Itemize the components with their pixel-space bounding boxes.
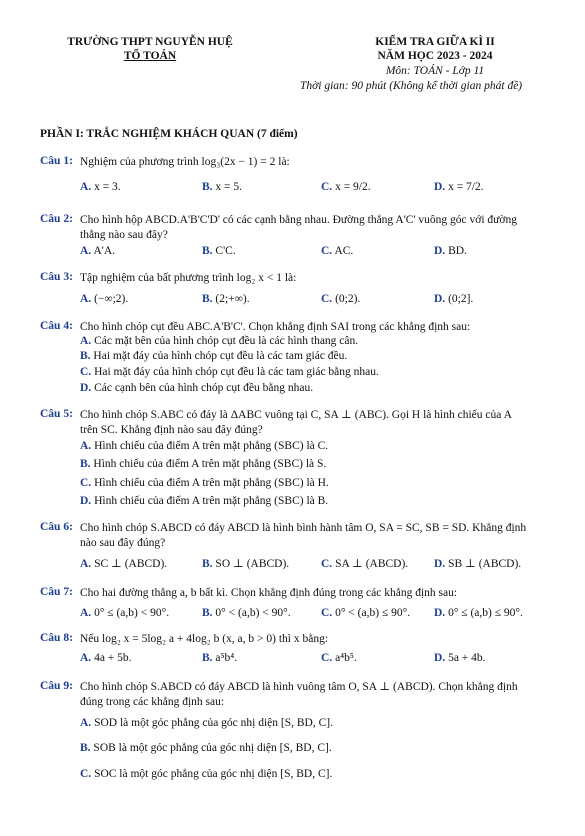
option-d[interactable]: D. Các cạnh bên của hình chóp cụt đều bằng nhau. bbox=[80, 382, 314, 394]
option-c[interactable]: C. Hình chiếu của điểm A trên mặt phẳng (SBC) là H. bbox=[80, 477, 329, 489]
option-a[interactable]: A. Các mặt bên của hình chóp cụt đều là các hình thang cân. bbox=[80, 335, 359, 347]
option-d[interactable]: D. 0° ≤ (a,b) ≤ 90°. bbox=[434, 607, 523, 619]
question-text: Cho hai đường thẳng a, b bất kì. Chọn khẳng định đúng trong các khẳng định sau: bbox=[80, 587, 458, 599]
option-c[interactable]: C. AC. bbox=[321, 245, 354, 257]
department-name: TỔ TOÁN bbox=[123, 50, 177, 62]
option-a[interactable]: A. 4a + 5b. bbox=[80, 652, 132, 664]
question-text: Cho hình chóp cụt đều ABC.A'B'C'. Chọn khẳng định SAI trong các khẳng định sau: bbox=[80, 321, 471, 333]
question-text: đúng trong các khẳng định sau: bbox=[80, 696, 225, 708]
option-a[interactable]: A. (−∞;2). bbox=[80, 293, 129, 305]
option-b[interactable]: B. a⁵b⁴. bbox=[202, 652, 238, 664]
time-line: Thời gian: 90 phút (Không kể thời gian phát đề) bbox=[300, 80, 523, 92]
question-text: Nghiệm của phương trình log₃(2x − 1) = 2 là: bbox=[80, 156, 290, 168]
question-text: Cho hình chóp S.ABCD có đáy ABCD là hình vuông tâm O, SA ⊥ (ABCD). Chọn khẳng định bbox=[80, 681, 518, 693]
option-d[interactable]: D. (0;2]. bbox=[434, 293, 474, 305]
option-a[interactable]: A. A'A. bbox=[80, 245, 115, 257]
option-b[interactable]: B. SOB là một góc phẳng của góc nhị diện [S, BD, C]. bbox=[80, 742, 332, 754]
option-d[interactable]: D. SB ⊥ (ABCD). bbox=[434, 558, 522, 570]
option-c[interactable]: C. (0;2). bbox=[321, 293, 361, 305]
option-b[interactable]: B. (2;+∞). bbox=[202, 293, 250, 305]
question-3 bbox=[40, 271, 560, 311]
question-number: Câu 8: bbox=[40, 632, 73, 644]
question-text: Cho hình chóp S.ABC có đáy là ΔABC vuông tại C, SA ⊥ (ABC). Gọi H là hình chiếu của A bbox=[80, 409, 512, 421]
option-a[interactable]: A. 0° ≤ (a,b) < 90°. bbox=[80, 607, 170, 619]
question-number: Câu 6: bbox=[40, 521, 73, 533]
option-a[interactable]: A. SC ⊥ (ABCD). bbox=[80, 558, 168, 570]
question-1 bbox=[40, 155, 560, 195]
question-number: Câu 1: bbox=[40, 155, 73, 167]
option-c[interactable]: C. Hai mặt đáy của hình chóp cụt đều là các tam giác bằng nhau. bbox=[80, 366, 379, 378]
school-year: NĂM HỌC 2023 - 2024 bbox=[377, 50, 493, 62]
option-b[interactable]: B. SO ⊥ (ABCD). bbox=[202, 558, 290, 570]
question-text: Cho hình chóp S.ABCD có đáy ABCD là hình bình hành tâm O, SA = SC, SB = SD. Khẳng định bbox=[80, 522, 527, 534]
option-b[interactable]: B. x = 5. bbox=[202, 181, 243, 193]
option-c[interactable]: C. a⁴b⁵. bbox=[321, 652, 357, 664]
school-name: TRƯỜNG THPT NGUYỄN HUỆ bbox=[67, 36, 233, 48]
question-number: Câu 3: bbox=[40, 271, 73, 283]
option-d[interactable]: D. x = 7/2. bbox=[434, 181, 484, 193]
option-d[interactable]: D. 5a + 4b. bbox=[434, 652, 486, 664]
question-2 bbox=[40, 213, 560, 261]
option-a[interactable]: A. SOD là một góc phẳng của góc nhị diện [S, BD, C]. bbox=[80, 717, 333, 729]
option-c[interactable]: C. SA ⊥ (ABCD). bbox=[321, 558, 409, 570]
question-text: Nếu log₂ x = 5log₂ a + 4log₂ b (x, a, b > 0) thì x bằng: bbox=[80, 633, 329, 645]
option-b[interactable]: B. C'C. bbox=[202, 245, 236, 257]
option-b[interactable]: B. 0° < (a,b) < 90°. bbox=[202, 607, 291, 619]
option-a[interactable]: A. Hình chiếu của điểm A trên mặt phẳng (SBC) là C. bbox=[80, 440, 329, 452]
question-text: nào sau đây đúng? bbox=[80, 537, 166, 549]
option-b[interactable]: B. Hai mặt đáy của hình chóp cụt đều là các tam giác đều. bbox=[80, 350, 348, 362]
option-b[interactable]: B. Hình chiếu của điểm A trên mặt phẳng (SBC) là S. bbox=[80, 458, 327, 470]
question-7 bbox=[40, 586, 560, 622]
question-number: Câu 7: bbox=[40, 586, 73, 598]
question-4 bbox=[40, 320, 560, 398]
section-title: PHẦN I: TRẮC NGHIỆM KHÁCH QUAN (7 điểm) bbox=[40, 128, 298, 140]
option-c[interactable]: C. x = 9/2. bbox=[321, 181, 371, 193]
question-6 bbox=[40, 521, 560, 571]
question-text: thẳng nào sau đây? bbox=[80, 229, 168, 241]
exam-title: KIỂM TRA GIỮA KÌ II bbox=[375, 36, 495, 48]
subject-line: Môn: TOÁN - Lớp 11 bbox=[385, 65, 485, 77]
question-text: Cho hình hộp ABCD.A'B'C'D' có các cạnh bằng nhau. Đường thẳng A'C' vuông góc với đường bbox=[80, 214, 517, 226]
question-number: Câu 9: bbox=[40, 680, 73, 692]
question-text: Tập nghiệm của bất phương trình log₂ x < 1 là: bbox=[80, 272, 297, 284]
question-8 bbox=[40, 632, 560, 668]
question-9 bbox=[40, 680, 560, 790]
question-text: trên SC. Khẳng định nào sau đây đúng? bbox=[80, 424, 263, 436]
question-number: Câu 5: bbox=[40, 408, 73, 420]
option-d[interactable]: D. BD. bbox=[434, 245, 467, 257]
option-a[interactable]: A. x = 3. bbox=[80, 181, 121, 193]
option-d[interactable]: D. Hình chiếu của điểm A trên mặt phẳng (SBC) là B. bbox=[80, 495, 329, 507]
option-c[interactable]: C. SOC là một góc phẳng của góc nhị diện [S, BD, C]. bbox=[80, 768, 333, 780]
question-5 bbox=[40, 408, 560, 510]
question-number: Câu 4: bbox=[40, 320, 73, 332]
question-number: Câu 2: bbox=[40, 213, 73, 225]
option-c[interactable]: C. 0° < (a,b) ≤ 90°. bbox=[321, 607, 411, 619]
